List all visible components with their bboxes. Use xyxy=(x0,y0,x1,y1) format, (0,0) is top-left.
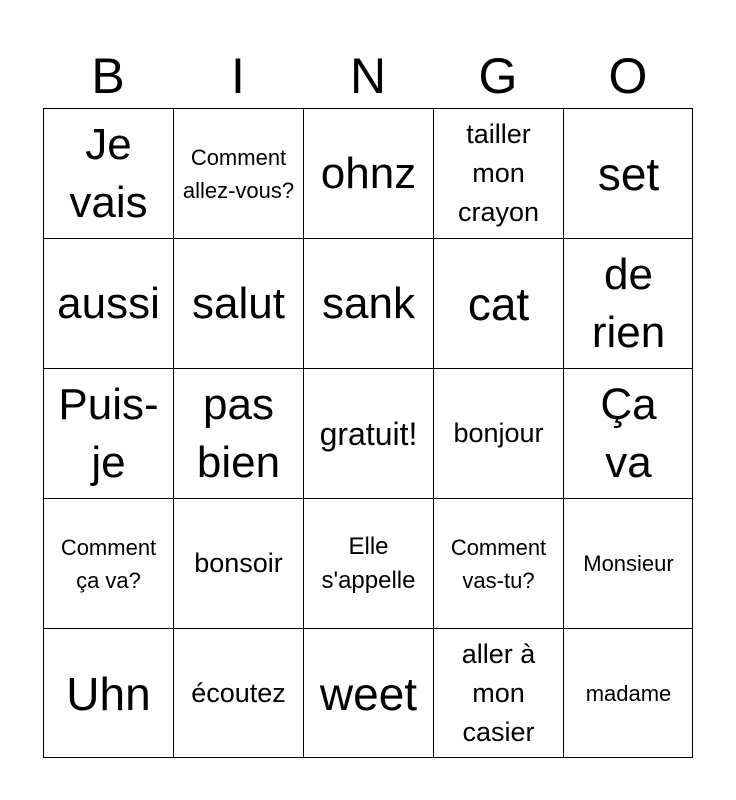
bingo-cell[interactable]: bonjour xyxy=(433,368,563,498)
bingo-header xyxy=(43,44,693,108)
header-letter-g: G xyxy=(478,48,518,104)
bingo-cell[interactable]: salut xyxy=(173,238,303,368)
bingo-cell[interactable]: bonsoir xyxy=(173,498,303,628)
bingo-cell[interactable]: Puis-je xyxy=(43,368,173,498)
bingo-cell[interactable]: Uhn xyxy=(43,628,173,758)
bingo-cell[interactable]: cat xyxy=(433,238,563,368)
bingo-cell[interactable]: Comment ça va? xyxy=(43,498,173,628)
bingo-cell[interactable]: tailler mon crayon xyxy=(433,108,563,238)
header-letter-o: O xyxy=(608,48,648,104)
bingo-cell[interactable]: weet xyxy=(303,628,433,758)
bingo-cell[interactable]: Comment vas-tu? xyxy=(433,498,563,628)
bingo-cell[interactable]: écoutez xyxy=(173,628,303,758)
bingo-cell[interactable]: aller à mon casier xyxy=(433,628,563,758)
bingo-cell[interactable]: sank xyxy=(303,238,433,368)
bingo-card-grid xyxy=(43,108,693,758)
bingo-cell[interactable]: Comment allez-vous? xyxy=(173,108,303,238)
bingo-cell[interactable]: pas bien xyxy=(173,368,303,498)
bingo-cell[interactable]: Ça va xyxy=(563,368,693,498)
header-letter-n: N xyxy=(349,48,387,104)
bingo-cell[interactable]: Je vais xyxy=(43,108,173,238)
bingo-cell[interactable]: set xyxy=(563,108,693,238)
bingo-cell[interactable]: Elle s'appelle xyxy=(303,498,433,628)
bingo-cell[interactable]: ohnz xyxy=(303,108,433,238)
bingo-cell[interactable]: aussi xyxy=(43,238,173,368)
bingo-cell[interactable]: de rien xyxy=(563,238,693,368)
bingo-cell[interactable]: madame xyxy=(563,628,693,758)
header-letter-b: B xyxy=(91,48,125,104)
bingo-cell[interactable]: gratuit! xyxy=(303,368,433,498)
header-letter-i: I xyxy=(231,48,245,104)
bingo-cell[interactable]: Monsieur xyxy=(563,498,693,628)
